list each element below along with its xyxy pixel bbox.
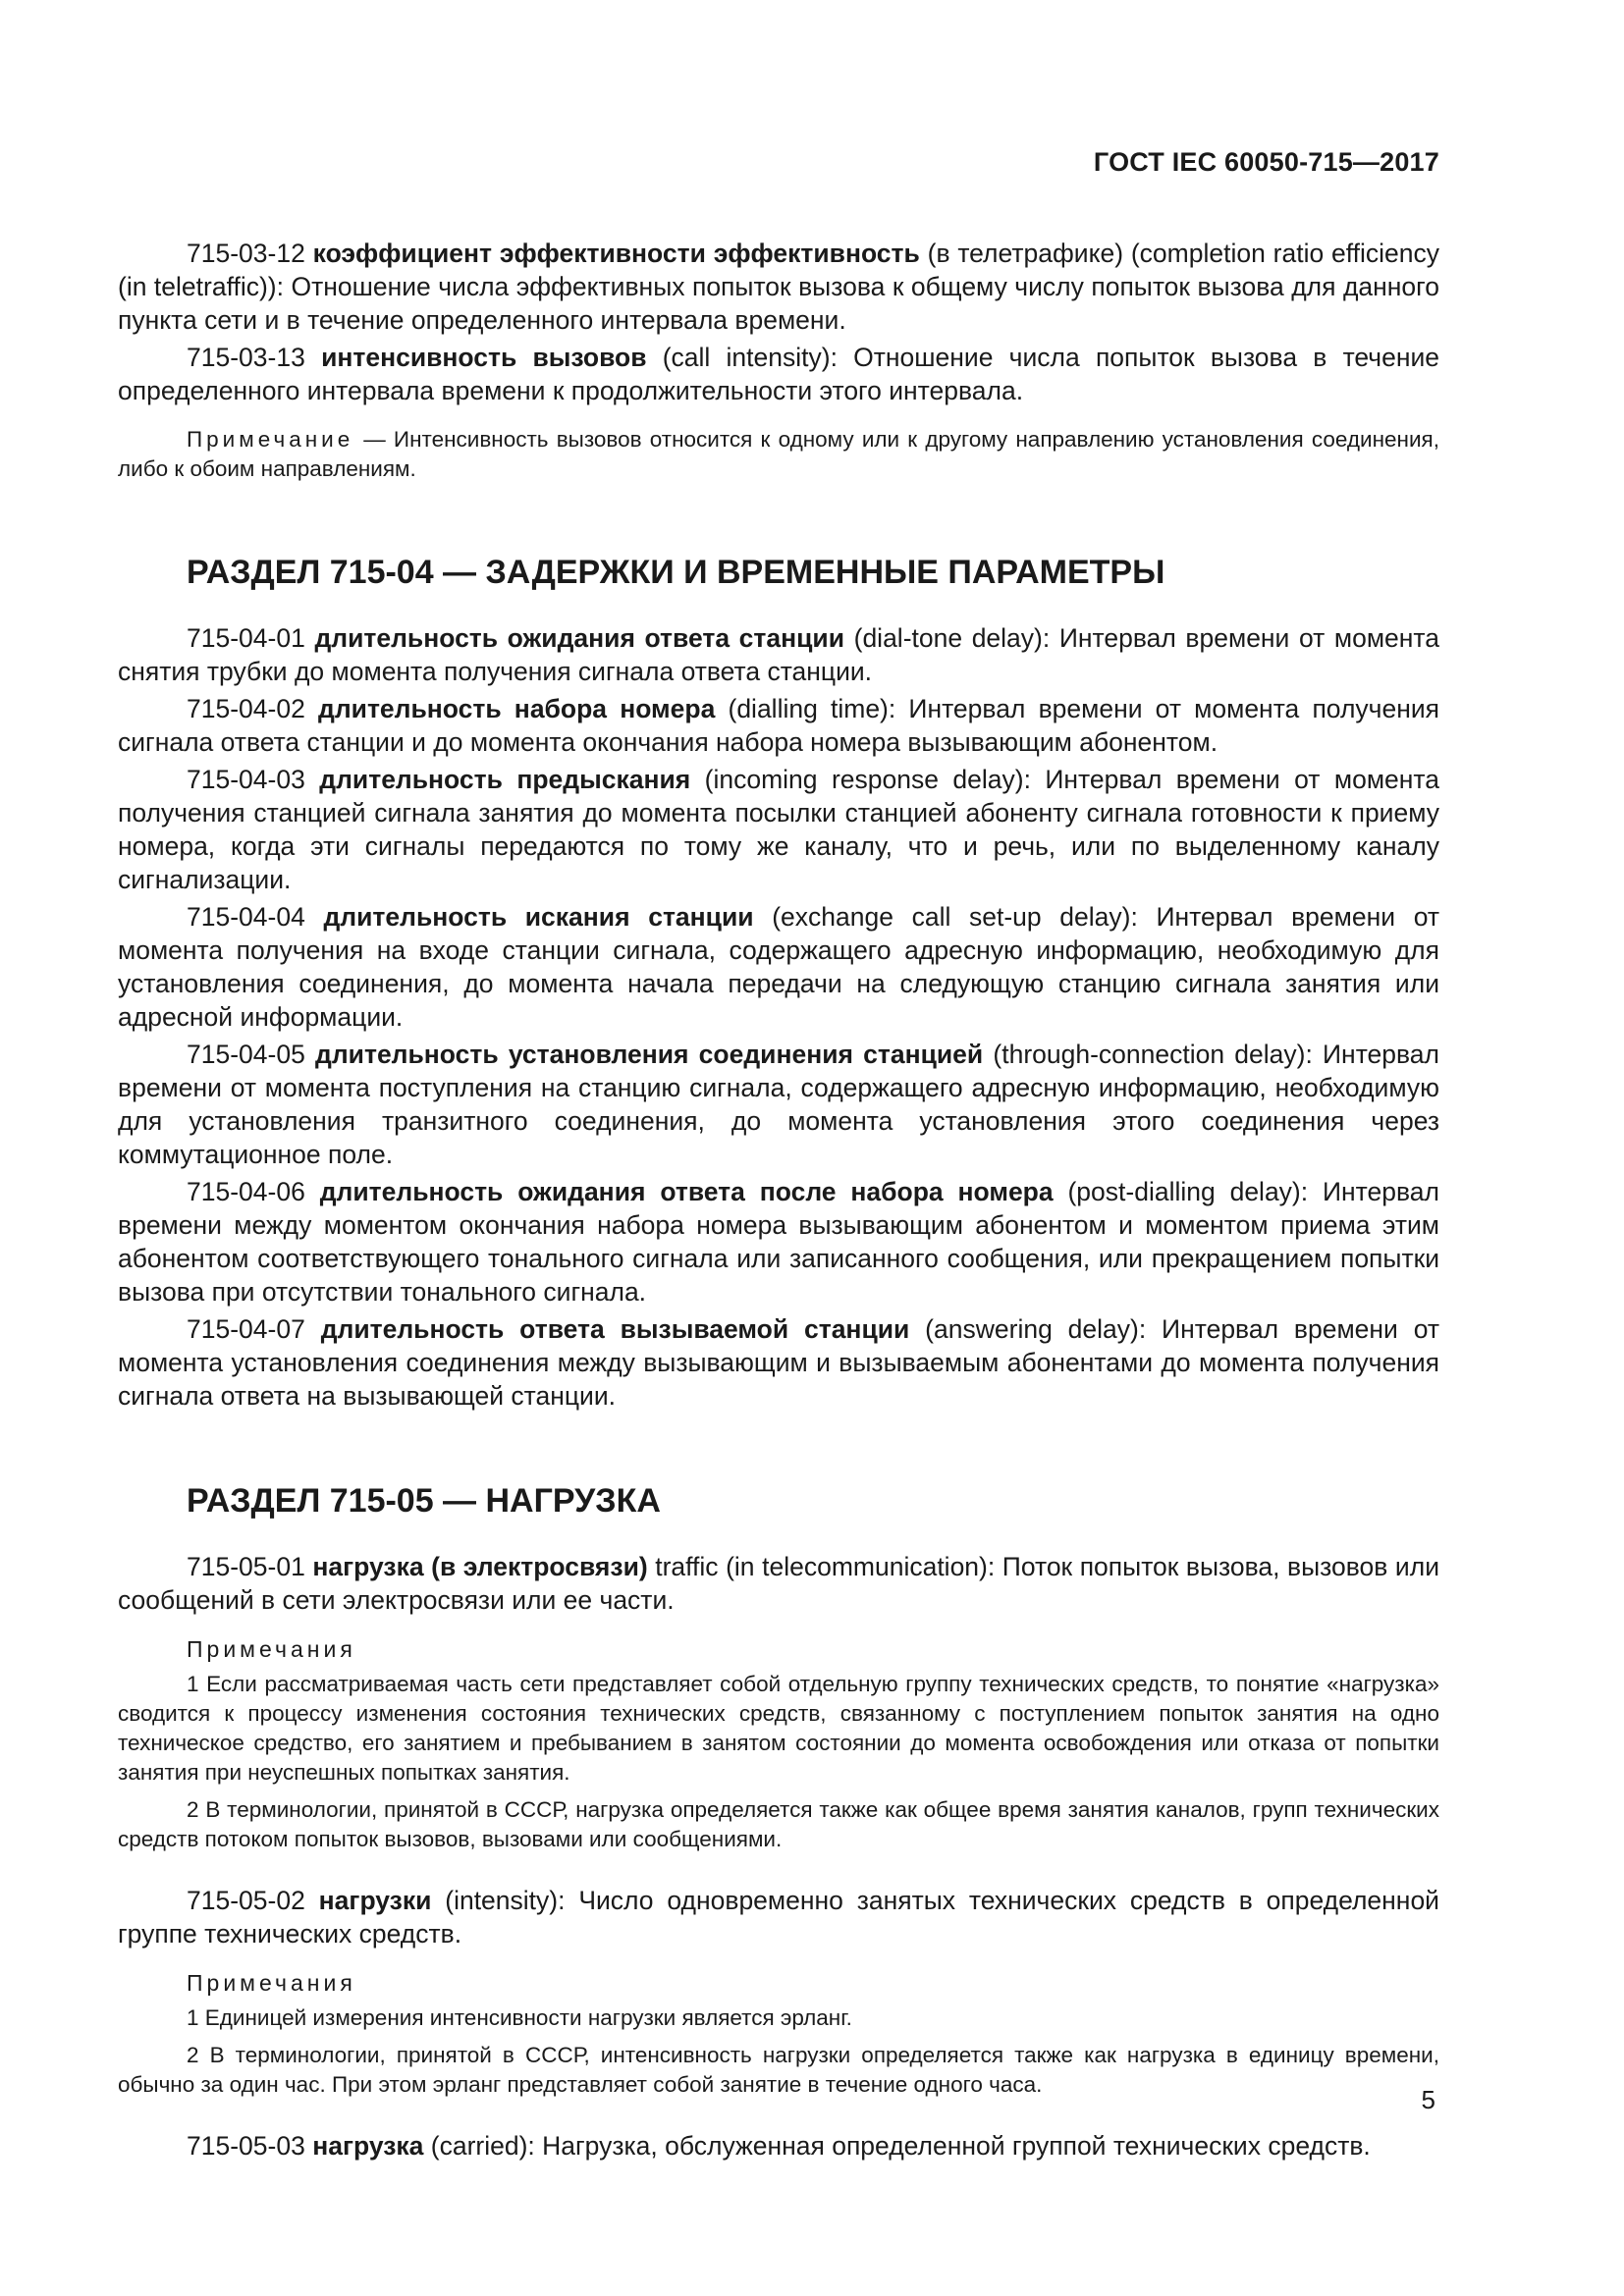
term-definition: (through-connection delay): Интервал времени от момента поступления на станцию сигнала, содержащего адресную информацию, необходимую для установления транзитного соединения, до момента установления этого соединения через коммутационное поле. xyxy=(118,1040,1439,1169)
term-code: 715-04-04 xyxy=(187,902,305,932)
term-entry-715-04-01 xyxy=(118,621,1439,688)
term-name: нагрузка (в электросвязи) xyxy=(312,1552,648,1581)
term-definition: (exchange call set-up delay): Интервал времени от момента получения на входе станции сигнала, содержащего адресную информацию, необходимую для установления соединения, до момента начала передачи на следующую станцию сигнала занятия или адресной информации. xyxy=(118,902,1439,1032)
term-code: 715-04-02 xyxy=(187,694,305,723)
document-code-header: ГОСТ IEC 60050-715—2017 xyxy=(1093,147,1439,177)
term-entry-715-04-07 xyxy=(118,1312,1439,1413)
notes-heading: Примечания xyxy=(187,1970,356,1996)
term-entry-715-04-05 xyxy=(118,1038,1439,1171)
term-entry-715-05-03 xyxy=(118,2129,1439,2163)
term-name: интенсивность вызовов xyxy=(321,343,647,372)
term-code: 715-03-13 xyxy=(187,343,305,372)
term-name: коэффициент эффективности эффективность xyxy=(312,239,920,268)
note-text: — Интенсивность вызовов относится к одному или к другому направлению установления соединения, либо к обоим направлениям. xyxy=(118,427,1439,481)
term-code: 715-04-03 xyxy=(187,765,305,794)
section-title-715-05: РАЗДЕЛ 715-05 — НАГРУЗКА xyxy=(187,1482,661,1520)
term-name: длительность предыскания xyxy=(319,765,691,794)
term-definition: (answering delay): Интервал времени от момента установления соединения между вызывающим и вызываемым абонентами до момента получения сигнала ответа на вызывающей станции. xyxy=(118,1314,1439,1411)
term-definition: (carried): Нагрузка, обслуженная определенной группой технических средств. xyxy=(423,2131,1371,2161)
note-item: 2 В терминологии, принятой в СССР, интенсивность нагрузки определяется также как нагрузка в единицу времени, обычно за один час. При этом эрланг представляет собой занятие в течение одного часа. xyxy=(118,2043,1439,2097)
term-code: 715-04-01 xyxy=(187,623,305,653)
term-name: длительность ответа вызываемой станции xyxy=(320,1314,910,1344)
note-715-03-13 xyxy=(118,425,1439,484)
notes-heading: Примечания xyxy=(187,1636,356,1662)
term-code: 715-05-02 xyxy=(187,1886,305,1915)
term-definition: (call intensity): Отношение числа попыток вызова в течение определенного интервала времени к продолжительности этого интервала. xyxy=(118,343,1439,405)
note-item: 1 Если рассматриваемая часть сети представляет собой отдельную группу технических средств, то понятие «нагрузка» сводится к процессу изменения состояния технических средств, связанному с поступлением попыток занятия на одно техническое средство, его занятием и пребыванием в занятом состоянии до момента освобождения или отказа от попытки занятия при неуспешных попытках занятия. xyxy=(118,1672,1439,1785)
term-definition: (intensity): Число одновременно занятых технических средств в определенной группе технических средств. xyxy=(118,1886,1439,1949)
term-name: длительность искания станции xyxy=(323,902,754,932)
note-paragraph xyxy=(118,425,1439,484)
term-name: нагрузки xyxy=(318,1886,432,1915)
term-name: длительность установления соединения станцией xyxy=(315,1040,984,1069)
term-entry-715-04-03 xyxy=(118,763,1439,896)
term-code: 715-05-01 xyxy=(187,1552,305,1581)
term-name: длительность набора номера xyxy=(318,694,716,723)
term-code: 715-05-03 xyxy=(187,2131,305,2161)
term-definition: (dialling time): Интервал времени от момента получения сигнала ответа станции и до момента окончания набора номера вызывающим абонентом. xyxy=(118,694,1439,757)
term-definition: (post-dialling delay): Интервал времени между моментом окончания набора номера вызывающим абонентом и моментом приема этим абонентом соответствующего тонального сигнала или записанного сообщения, или прекращением попытки вызова при отсутствии тонального сигнала. xyxy=(118,1177,1439,1307)
term-entry-715-05-02 xyxy=(118,1884,1439,1950)
term-definition: (в телетрафике) (completion ratio efficiency (in teletraffic)): Отношение числа эффективных попыток вызова к общему числу попыток вызова для данного пункта сети и в течение определенного интервала времени. xyxy=(118,239,1439,335)
note-item: 2 В терминологии, принятой в СССР, нагрузка определяется также как общее время занятия каналов, групп технических средств потоком попыток вызовов, вызовами или сообщениями. xyxy=(118,1797,1439,1851)
term-name: нагрузка xyxy=(312,2131,424,2161)
term-entry-715-04-06 xyxy=(118,1175,1439,1308)
term-entry-715-04-04 xyxy=(118,900,1439,1034)
term-code: 715-04-07 xyxy=(187,1314,305,1344)
term-code: 715-03-12 xyxy=(187,239,305,268)
term-code: 715-04-06 xyxy=(187,1177,305,1206)
term-name: длительность ожидания ответа станции xyxy=(314,623,845,653)
term-definition: (dial-tone delay): Интервал времени от момента снятия трубки до момента получения сигнала ответа станции. xyxy=(118,623,1439,686)
term-entry-715-03-12 xyxy=(118,237,1439,337)
note-item: 1 Единицей измерения интенсивности нагрузки является эрланг. xyxy=(187,2005,852,2030)
term-entry-715-04-02 xyxy=(118,692,1439,759)
notes-715-05-02 xyxy=(118,1968,1439,2100)
page-number: 5 xyxy=(1421,2085,1435,2114)
note-label: Примечание xyxy=(187,427,354,452)
section-title-715-04: РАЗДЕЛ 715-04 — ЗАДЕРЖКИ И ВРЕМЕННЫЕ ПАРАМЕТРЫ xyxy=(187,554,1165,591)
term-entry-715-05-01 xyxy=(118,1550,1439,1617)
term-definition: traffic (in telecommunication): Поток попыток вызова, вызовов или сообщений в сети электросвязи или ее части. xyxy=(118,1552,1439,1615)
term-code: 715-04-05 xyxy=(187,1040,305,1069)
term-definition: (incoming response delay): Интервал времени от момента получения станцией сигнала занятия до момента посылки станцией абоненту сигнала готовности к приему номера, когда эти сигналы передаются по тому же каналу, что и речь, или по выделенному каналу сигнализации. xyxy=(118,765,1439,894)
term-name: длительность ожидания ответа после набора номера xyxy=(319,1177,1054,1206)
notes-715-05-01 xyxy=(118,1634,1439,1854)
term-entry-715-03-13 xyxy=(118,341,1439,407)
